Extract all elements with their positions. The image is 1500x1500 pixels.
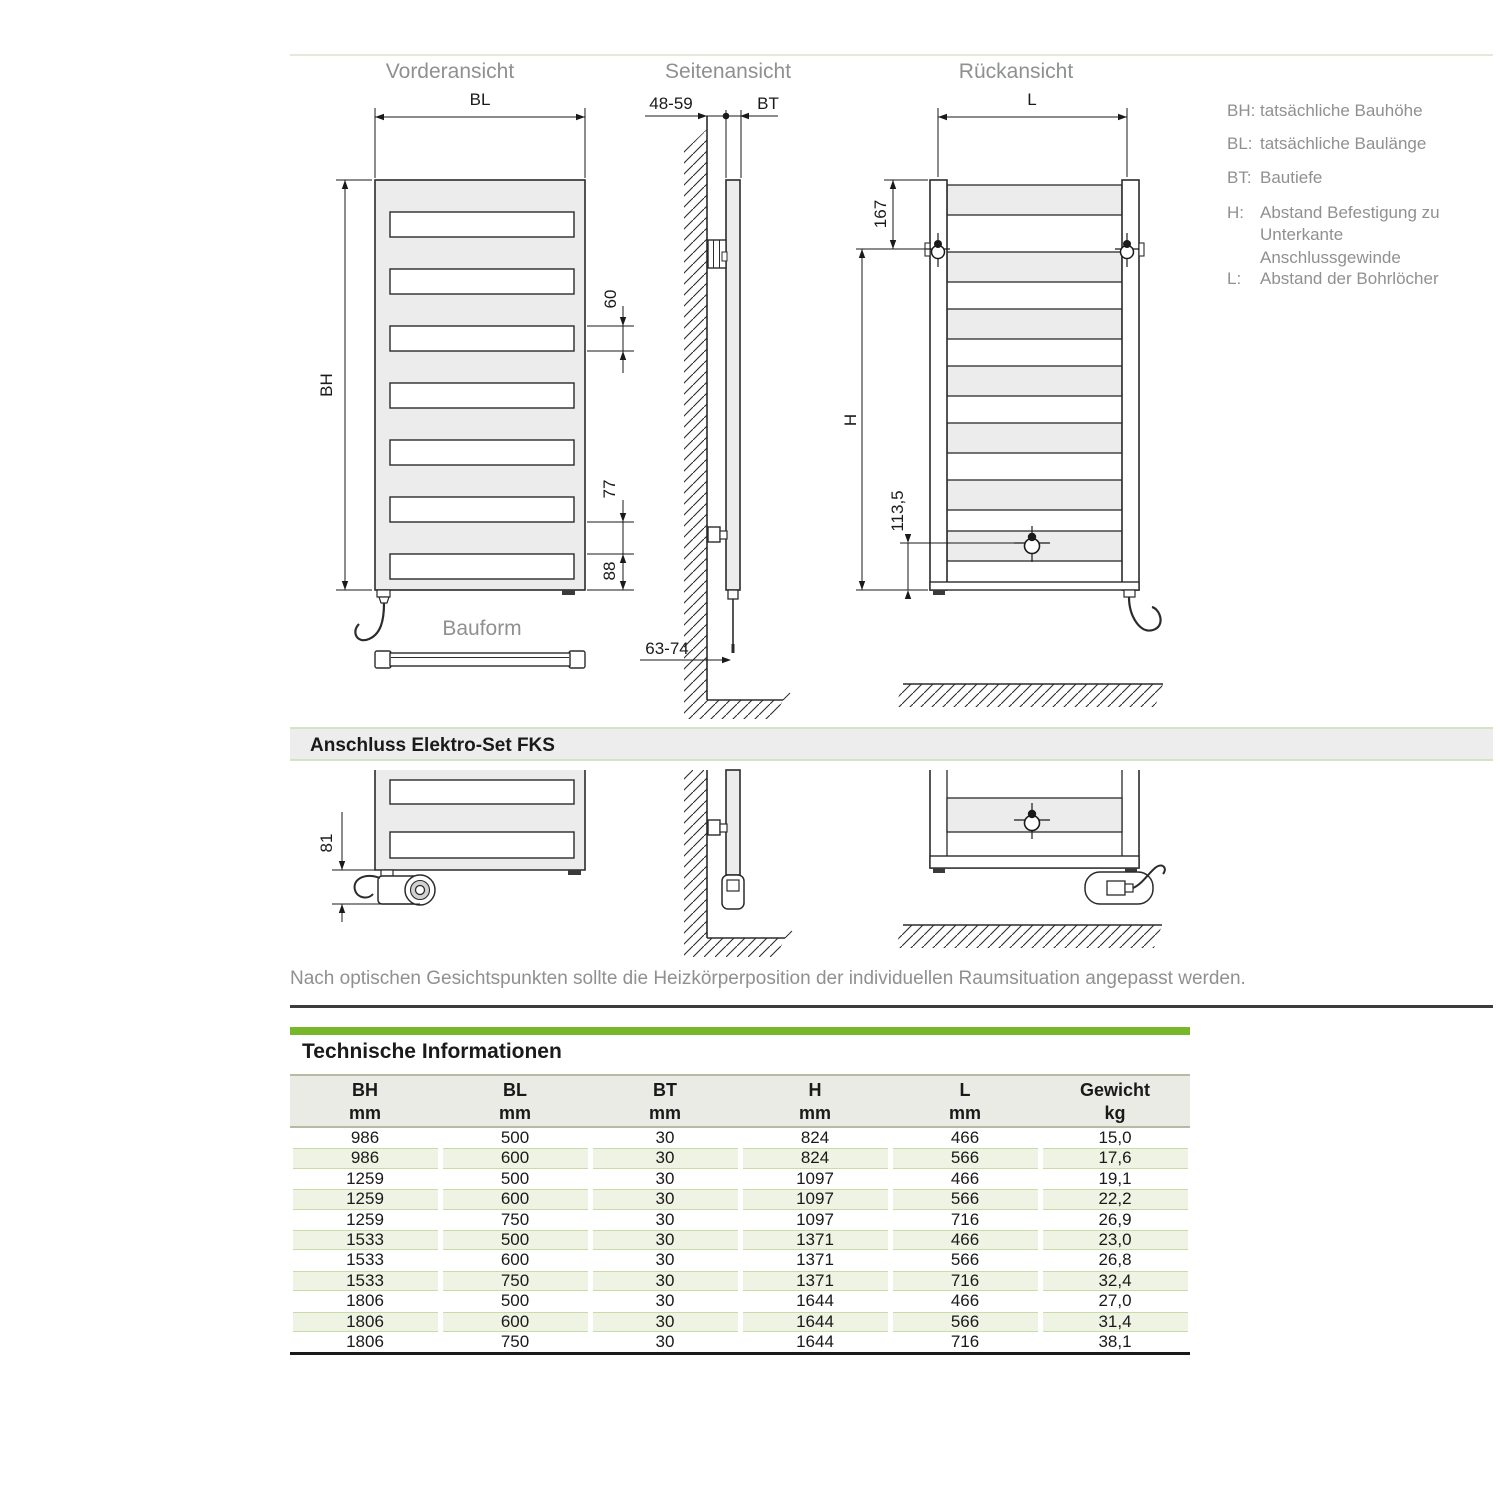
col-unit: mm <box>798 1103 831 1123</box>
table-cell: 23,0 <box>1043 1230 1188 1250</box>
table-cell: 600 <box>443 1312 588 1332</box>
table-header-row <box>290 1074 1190 1128</box>
col-label: BT <box>653 1080 677 1100</box>
legend-text-line2: Unterkante Anschlussgewinde <box>1260 225 1401 267</box>
table-cell: 466 <box>950 1291 980 1311</box>
table-cell: 1371 <box>796 1250 834 1270</box>
table-cell: 1371 <box>743 1230 888 1250</box>
table-cell: 1259 <box>293 1189 438 1209</box>
front-view-title: Vorderansicht <box>385 60 515 83</box>
technical-data-table <box>290 1074 1190 1355</box>
table-cell: 500 <box>500 1291 530 1311</box>
table-cell: 566 <box>893 1148 1038 1168</box>
table-cell: 32,4 <box>1043 1271 1188 1291</box>
col-label: L <box>959 1080 971 1100</box>
table-cell: 1806 <box>346 1331 384 1351</box>
bauform-label: Bauform <box>442 617 522 640</box>
dim-bt-label: BT <box>757 94 779 113</box>
table-cell: 1644 <box>743 1312 888 1332</box>
legend-text: Abstand Befestigung zu <box>1260 203 1440 222</box>
table-cell: 1806 <box>293 1312 438 1332</box>
table-cell: 1259 <box>346 1168 384 1188</box>
col-unit: mm <box>498 1103 531 1123</box>
dim-77-label: 77 <box>600 479 619 499</box>
table-cell: 466 <box>950 1128 980 1147</box>
side-view-title: Seitenansicht <box>664 60 792 83</box>
legend-key: BT: <box>1227 168 1252 187</box>
table-cell: 716 <box>950 1331 980 1351</box>
table-cell: 30 <box>655 1331 675 1351</box>
table-cell: 1644 <box>796 1331 834 1351</box>
fks-section-band <box>290 727 1493 761</box>
table-cell: 1097 <box>796 1209 834 1229</box>
col-unit: kg <box>1104 1103 1126 1123</box>
table-cell: 38,1 <box>1098 1331 1132 1351</box>
table-row <box>290 1189 1190 1209</box>
table-cell: 30 <box>655 1291 675 1311</box>
legend-text: Bautiefe <box>1260 168 1323 187</box>
col-label: H <box>808 1080 822 1100</box>
table-row <box>290 1271 1190 1291</box>
dim-bh-label: BH <box>317 373 336 397</box>
col-header-bt <box>590 1076 740 1126</box>
dim-88-label: 88 <box>600 561 619 581</box>
table-cell: 824 <box>743 1148 888 1168</box>
legend-text: tatsächliche Bauhöhe <box>1260 101 1423 120</box>
table-cell: 27,0 <box>1098 1291 1132 1311</box>
table-row <box>290 1210 1190 1230</box>
legend-item-bh <box>1227 101 1423 121</box>
table-cell: 466 <box>950 1168 980 1188</box>
table-cell: 600 <box>443 1148 588 1168</box>
col-unit: mm <box>648 1103 681 1123</box>
col-unit: mm <box>948 1103 981 1123</box>
table-cell: 1259 <box>346 1209 384 1229</box>
table-cell: 31,4 <box>1043 1312 1188 1332</box>
dim-81-label: 81 <box>317 833 336 853</box>
table-body <box>290 1128 1190 1355</box>
col-header-bl <box>440 1076 590 1126</box>
dim-167-label: 167 <box>871 199 890 229</box>
table-cell: 750 <box>500 1209 530 1229</box>
table-cell: 466 <box>893 1230 1038 1250</box>
col-header-bh <box>290 1076 440 1126</box>
table-row <box>290 1332 1190 1352</box>
dim-60-label: 60 <box>601 289 620 309</box>
table-cell: 1097 <box>743 1189 888 1209</box>
dim-bl-label: BL <box>469 90 491 109</box>
table-cell: 26,9 <box>1098 1209 1132 1229</box>
legend-key: H: <box>1227 203 1244 222</box>
table-row <box>290 1291 1190 1311</box>
table-row <box>290 1230 1190 1250</box>
fks-section-title: Anschluss Elektro-Set FKS <box>310 735 555 756</box>
table-cell: 1644 <box>796 1291 834 1311</box>
table-cell: 600 <box>443 1189 588 1209</box>
table-cell: 30 <box>593 1230 738 1250</box>
table-cell: 716 <box>950 1209 980 1229</box>
table-cell: 1371 <box>743 1271 888 1291</box>
table-cell: 30 <box>655 1168 675 1188</box>
rear-view-title: Rückansicht <box>958 60 1074 83</box>
table-cell: 566 <box>950 1250 980 1270</box>
table-cell: 986 <box>350 1128 380 1147</box>
table-cell: 824 <box>800 1128 830 1147</box>
col-header-h <box>740 1076 890 1126</box>
table-cell: 986 <box>293 1148 438 1168</box>
legend-key: BL: <box>1227 134 1253 153</box>
table-cell: 1806 <box>346 1291 384 1311</box>
table-cell: 30 <box>655 1128 675 1147</box>
table-row <box>290 1128 1190 1148</box>
dim-cable-distance-label: 63-74 <box>645 639 689 658</box>
table-cell: 1533 <box>346 1250 384 1270</box>
legend-item-bl <box>1227 134 1426 154</box>
table-cell: 30 <box>655 1209 675 1229</box>
table-cell: 500 <box>443 1230 588 1250</box>
table-cell: 17,6 <box>1043 1148 1188 1168</box>
section-divider <box>290 1005 1493 1008</box>
dim-wall-distance-label: 48-59 <box>649 94 693 113</box>
col-header-gewicht <box>1040 1076 1190 1126</box>
dim-113-label: 113,5 <box>888 490 907 532</box>
table-row <box>290 1169 1190 1189</box>
legend-key: L: <box>1227 269 1242 288</box>
table-cell: 30 <box>593 1148 738 1168</box>
table-row <box>290 1148 1190 1168</box>
table-cell: 30 <box>593 1271 738 1291</box>
table-title: Technische Informationen <box>302 1040 562 1063</box>
legend-text: tatsächliche Baulänge <box>1260 134 1427 153</box>
col-label: BL <box>503 1080 527 1100</box>
col-unit: mm <box>348 1103 381 1123</box>
table-cell: 1097 <box>796 1168 834 1188</box>
table-cell: 750 <box>443 1271 588 1291</box>
table-cell: 500 <box>500 1128 530 1147</box>
table-cell: 716 <box>893 1271 1038 1291</box>
table-cell: 566 <box>893 1189 1038 1209</box>
footnote: Nach optischen Gesichtspunkten sollte die Heizkörperposition der individuellen Raumsituation angepasst werden. <box>290 968 1246 989</box>
table-cell: 30 <box>655 1250 675 1270</box>
table-cell: 15,0 <box>1098 1128 1132 1147</box>
legend-item-h <box>1227 203 1487 269</box>
table-cell: 19,1 <box>1098 1168 1132 1188</box>
table-cell: 26,8 <box>1098 1250 1132 1270</box>
table-row <box>290 1250 1190 1270</box>
dim-h-label: H <box>841 413 860 427</box>
dim-l-label: L <box>1027 90 1037 109</box>
table-cell: 600 <box>500 1250 530 1270</box>
table-cell: 22,2 <box>1043 1189 1188 1209</box>
legend-key: BH: <box>1227 101 1256 120</box>
table-cell: 500 <box>500 1168 530 1188</box>
table-cell: 1533 <box>293 1230 438 1250</box>
table-row <box>290 1312 1190 1332</box>
col-label: BH <box>352 1080 378 1100</box>
legend-text: Abstand der Bohrlöcher <box>1260 269 1439 288</box>
table-cell: 30 <box>593 1312 738 1332</box>
table-cell: 750 <box>500 1331 530 1351</box>
table-cell: 30 <box>593 1189 738 1209</box>
legend-item-bt <box>1227 168 1322 188</box>
table-cell: 566 <box>893 1312 1038 1332</box>
col-label: Gewicht <box>1079 1080 1150 1100</box>
table-cell: 1533 <box>293 1271 438 1291</box>
legend-item-l <box>1227 269 1439 289</box>
col-header-l <box>890 1076 1040 1126</box>
accent-bar <box>290 1027 1190 1035</box>
